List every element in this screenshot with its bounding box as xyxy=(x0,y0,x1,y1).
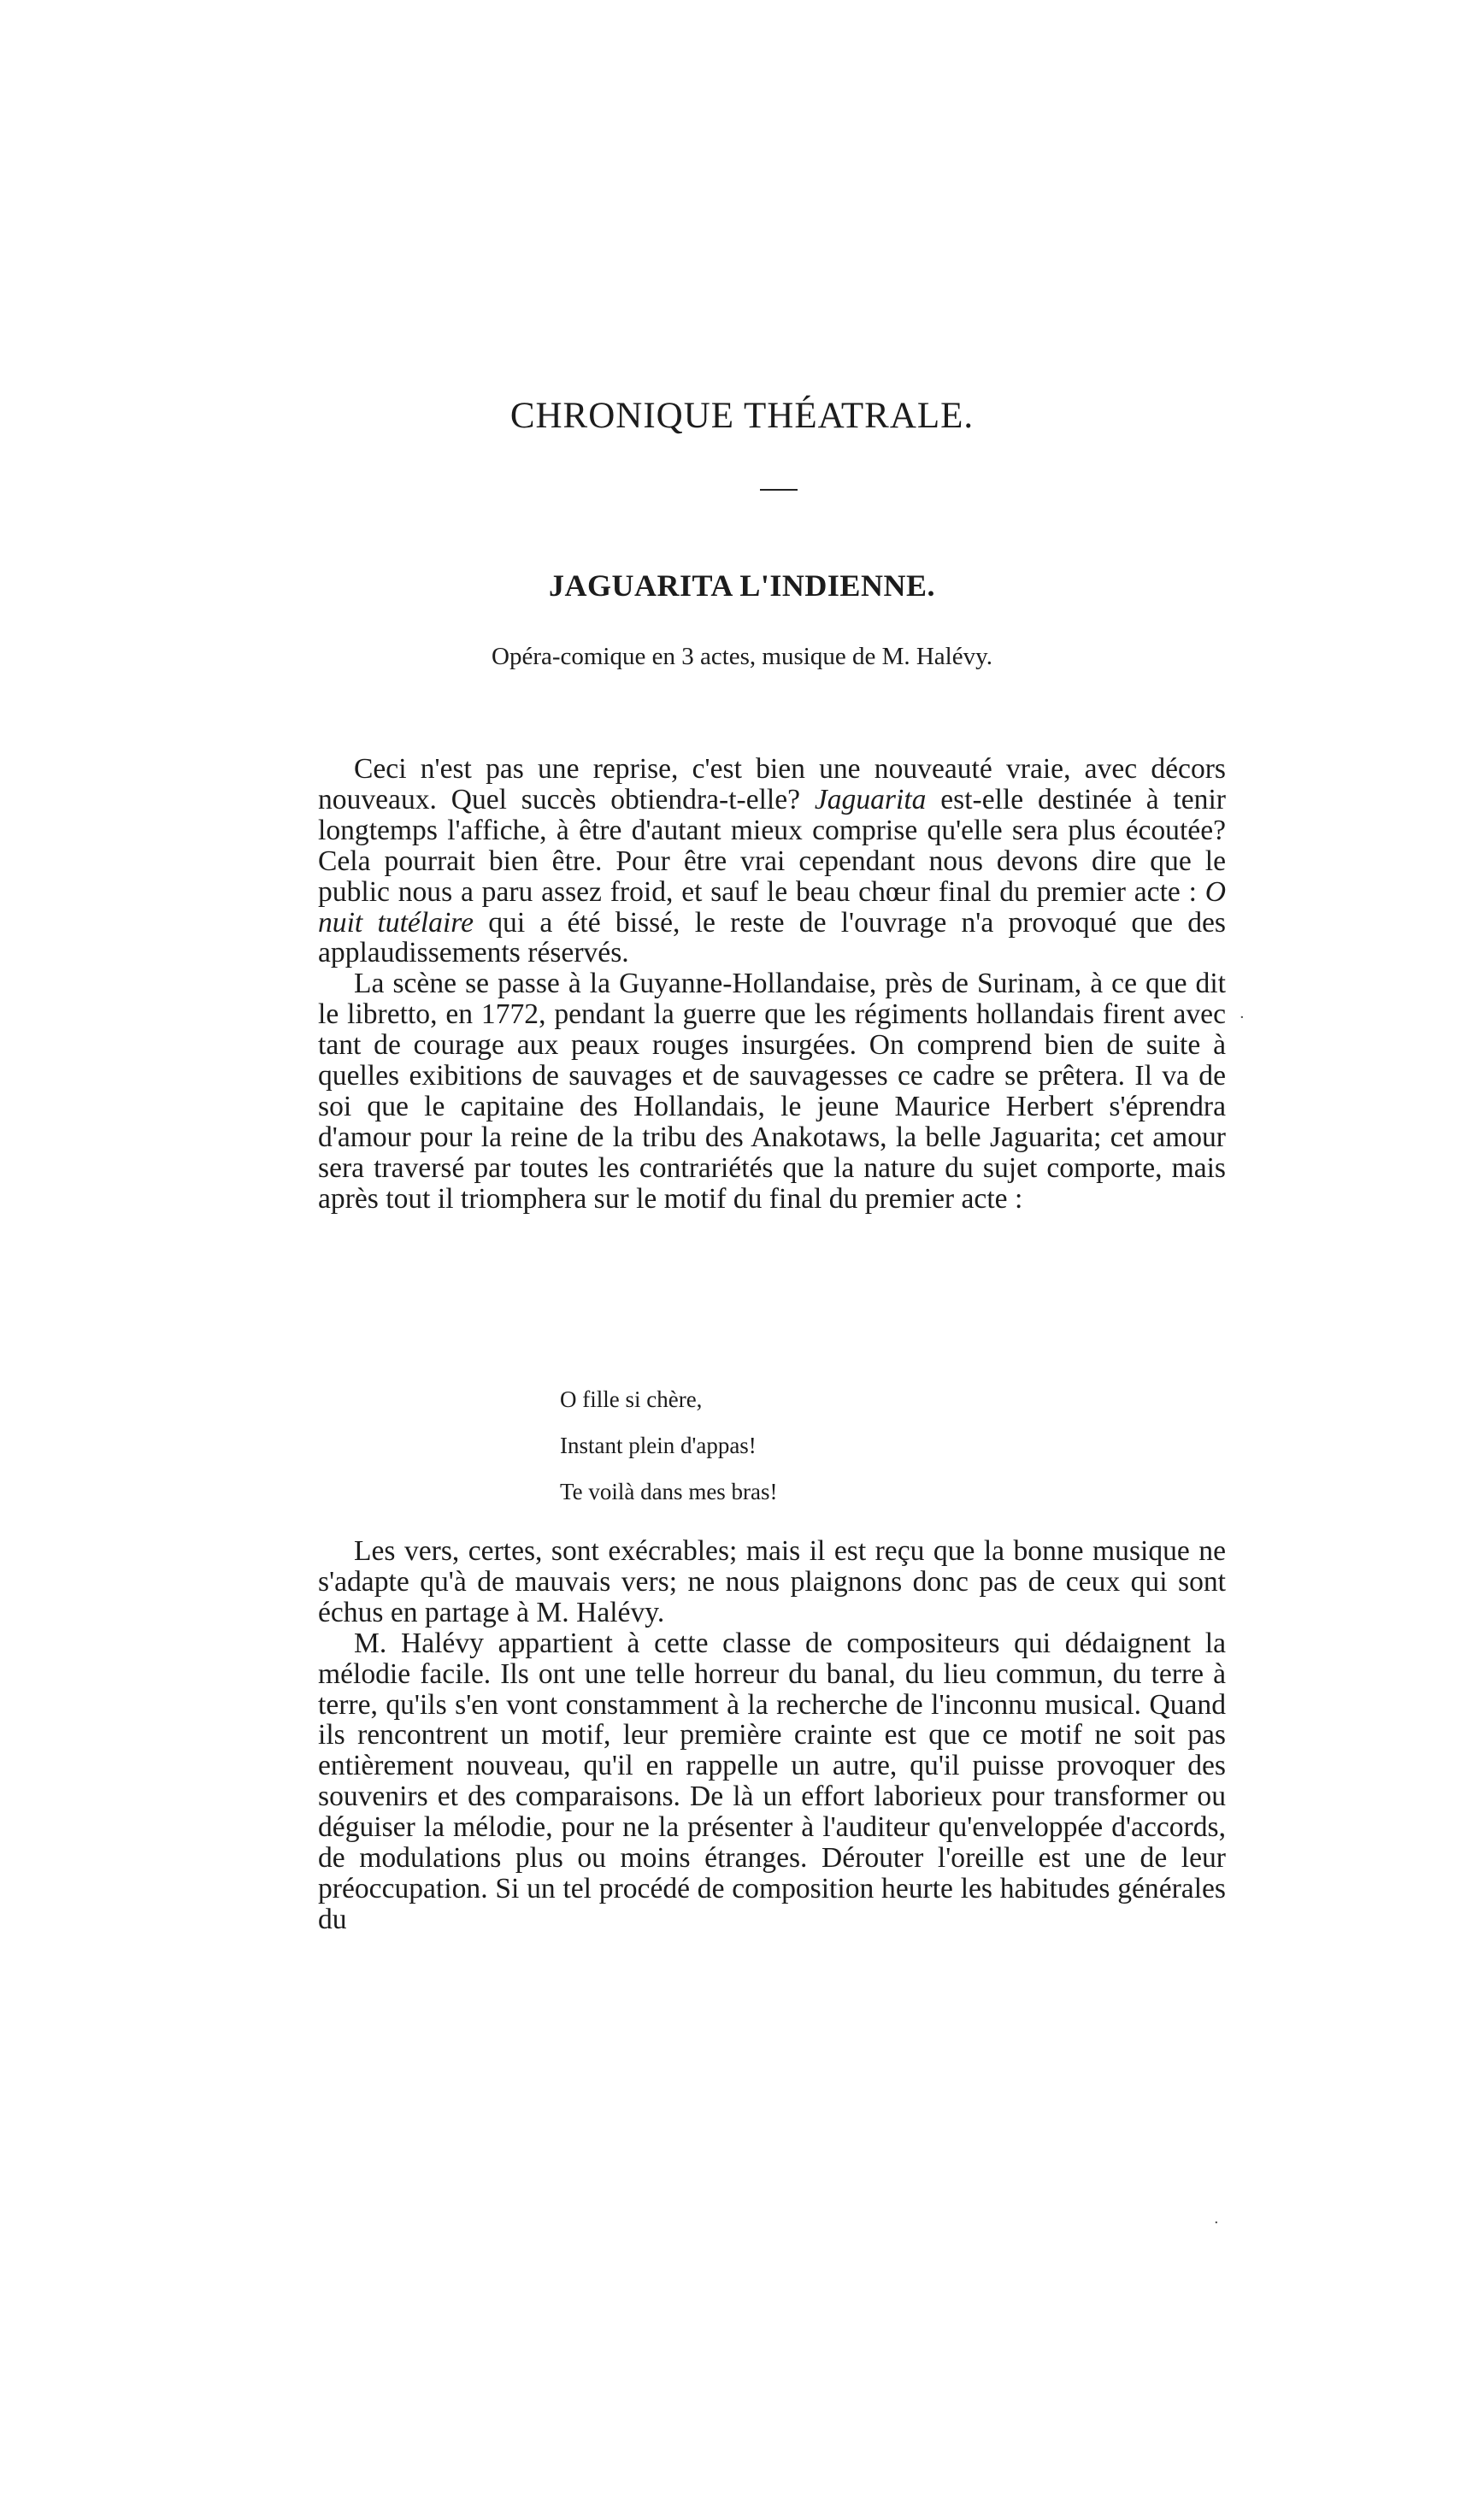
paragraph-3: Les vers, certes, sont exécrables; mais il est reçu que la bonne musique ne s'adapte qu'à de mauvais vers; ne nous plaignons donc pas de ceux qui sont échus en partage à M. Halévy. xyxy=(318,1535,1226,1628)
ink-speck: · xyxy=(1214,2214,1219,2232)
title-divider xyxy=(760,489,798,491)
paragraph-4: M. Halévy appartient à cette classe de compositeurs qui dédaignent la mélodie facile. Ils ont une telle horreur du banal, du lieu commun, du terre à terre, qu'ils s'en vont constamment à la recherche de l'inconnu musical. Quand ils rencontrent un motif, leur première crainte est que ce motif ne soit pas entièrement nouveau, qu'il en rappelle un autre, qu'il puisse provoquer des souvenirs et des comparaisons. De là un effort laborieux pour transformer ou déguiser la mélodie, pour ne la présenter à l'auditeur qu'enveloppée d'accords, de modulations plus ou moins étranges. Dérouter l'oreille est une de leur préoccupation. Si un tel procédé de composition heurte les habitudes générales du xyxy=(318,1627,1226,1935)
paragraph-1-text-c: qui a été bissé, le reste de l'ouvrage n'a provoqué que des applaudissements réservés. xyxy=(318,906,1226,969)
body-text-after-verse xyxy=(318,1536,1226,1935)
verse-block xyxy=(560,1376,778,1515)
article-caption: Opéra-comique en 3 actes, musique de M. Halévy. xyxy=(492,643,992,670)
page-title: CHRONIQUE THÉATRALE. xyxy=(509,396,975,436)
paragraph-1 xyxy=(318,754,1226,968)
paragraph-2: La scène se passe à la Guyanne-Hollandaise, près de Surinam, à ce que dit le libretto, en 1772, pendant la guerre que les régiments hollandais firent avec tant de courage aux peaux rouges insurgées. On comprend bien de suite à quelles exibitions de sauvages et de sauvagesses ce cadre se prêtera. Il va de soi que le capitaine des Hollandais, le jeune Maurice Herbert s'éprendra d'amour pour la reine de la tribu des Anakotaws, la belle Jaguarita; cet amour sera traversé par toutes les contrariétés que la nature du sujet comporte, mais après tout il triomphera sur le motif du final du premier acte : xyxy=(318,968,1226,1215)
verse-line-3: Te voilà dans mes bras! xyxy=(560,1479,778,1504)
paragraph-1-text-b: est-elle destinée à tenir longtemps l'affiche, à être d'autant mieux comprise qu'elle sera plus écoutée? Cela pourrait bien être. Pour être vrai cependant nous devons dire que le public nous a paru assez froid, et sauf le beau chœur final du premier acte : xyxy=(318,783,1226,908)
verse-line-1: O fille si chère, xyxy=(560,1386,703,1412)
verse-line-2: Instant plein d'appas! xyxy=(560,1433,757,1458)
paragraph-1-italic-quote: O nuit tutélaire xyxy=(318,875,1226,939)
paragraph-1-italic-title: Jaguarita xyxy=(814,783,927,815)
ink-speck: · xyxy=(1240,1009,1245,1027)
article-title: JAGUARITA L'INDIENNE. xyxy=(549,568,935,603)
paragraph-1-text-a: Ceci n'est pas une reprise, c'est bien une nouveauté vraie, avec décors nouveaux. Quel succès obtiendra-t-elle? xyxy=(318,753,1226,815)
body-text-before-verse xyxy=(318,754,1226,1215)
